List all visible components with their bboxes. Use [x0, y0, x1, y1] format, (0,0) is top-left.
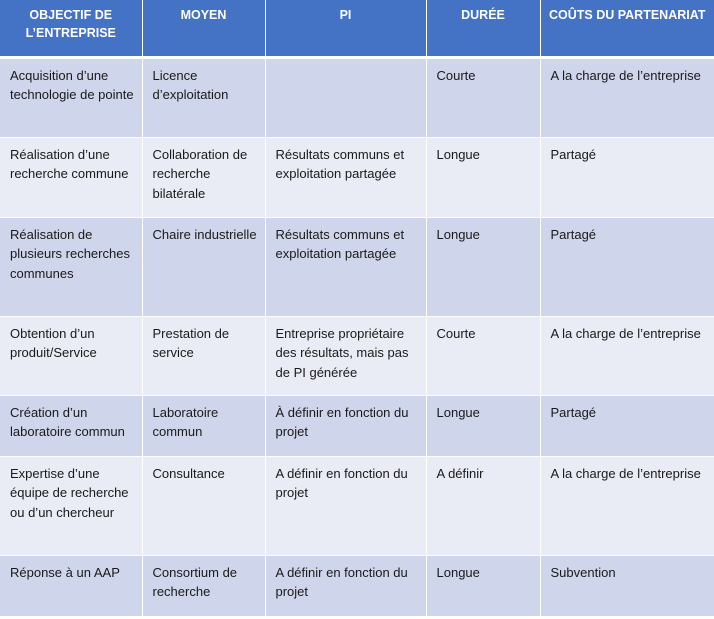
cell-moyen: Prestation de service	[142, 316, 265, 395]
header-objectif: OBJECTIF DE L’ENTREPRISE	[0, 0, 142, 57]
cell-objectif: Réponse à un AAP	[0, 555, 142, 616]
cell-objectif: Création d’un laboratoire commun	[0, 395, 142, 456]
header-row	[0, 0, 714, 57]
table-row	[0, 456, 714, 555]
cell-objectif: Réalisation de plusieurs recherches communes	[0, 217, 142, 316]
cell-pi: Résultats communs et exploitation partagée	[265, 217, 426, 316]
table-row	[0, 217, 714, 316]
table-row	[0, 57, 714, 137]
header-pi: PI	[265, 0, 426, 57]
cell-pi	[265, 57, 426, 137]
cell-objectif: Acquisition d’une technologie de pointe	[0, 57, 142, 137]
cell-duree: Longue	[426, 555, 540, 616]
cell-duree: Courte	[426, 316, 540, 395]
cell-moyen: Consortium de recherche	[142, 555, 265, 616]
cell-pi: Entreprise propriétaire des résultats, mais pas de PI générée	[265, 316, 426, 395]
cell-couts: A la charge de l’entreprise	[540, 316, 714, 395]
cell-pi: À définir en fonction du projet	[265, 395, 426, 456]
cell-objectif: Obtention d’un produit/Service	[0, 316, 142, 395]
cell-couts: A la charge de l’entreprise	[540, 456, 714, 555]
cell-pi: A définir en fonction du projet	[265, 555, 426, 616]
cell-couts: Partagé	[540, 395, 714, 456]
header-couts: COÛTS DU PARTENARIAT	[540, 0, 714, 57]
table-row	[0, 137, 714, 217]
cell-pi: A définir en fonction du projet	[265, 456, 426, 555]
cell-couts: A la charge de l’entreprise	[540, 57, 714, 137]
cell-couts: Partagé	[540, 137, 714, 217]
table-row	[0, 555, 714, 616]
header-duree: DURÉE	[426, 0, 540, 57]
cell-duree: Longue	[426, 137, 540, 217]
cell-couts: Partagé	[540, 217, 714, 316]
cell-duree: Longue	[426, 395, 540, 456]
cell-moyen: Licence d’exploitation	[142, 57, 265, 137]
cell-duree: Courte	[426, 57, 540, 137]
cell-moyen: Chaire industrielle	[142, 217, 265, 316]
cell-moyen: Consultance	[142, 456, 265, 555]
cell-objectif: Réalisation d’une recherche commune	[0, 137, 142, 217]
cell-pi: Résultats communs et exploitation partagée	[265, 137, 426, 217]
cell-couts: Subvention	[540, 555, 714, 616]
cell-duree: Longue	[426, 217, 540, 316]
cell-objectif: Expertise d’une équipe de recherche ou d’un chercheur	[0, 456, 142, 555]
cell-moyen: Collaboration de recherche bilatérale	[142, 137, 265, 217]
header-moyen: MOYEN	[142, 0, 265, 57]
cell-duree: A définir	[426, 456, 540, 555]
cell-moyen: Laboratoire commun	[142, 395, 265, 456]
table-row	[0, 316, 714, 395]
table-row	[0, 395, 714, 456]
